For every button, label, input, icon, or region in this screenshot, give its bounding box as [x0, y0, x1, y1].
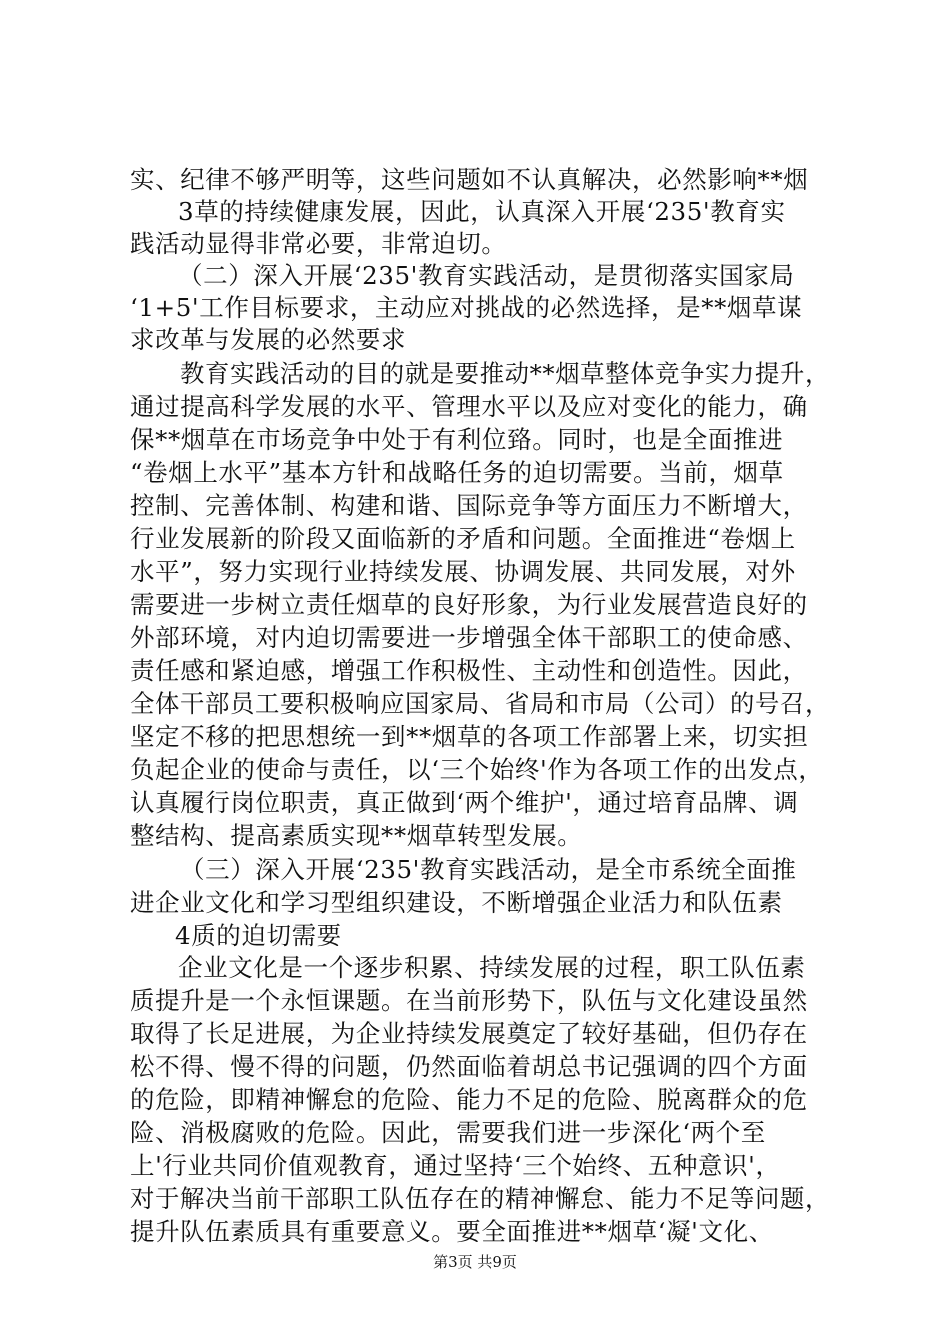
text-line: 责任感和紧迫感，增强工作积极性、主动性和创造性。因此，: [130, 656, 808, 685]
text-line: 企业文化是一个逐步积累、持续发展的过程，职工队伍素: [178, 953, 806, 982]
text-line: 的危险，即精神懈怠的危险、能力不足的危险、脱离群众的危: [130, 1085, 808, 1114]
text-line: 取得了长足进展，为企业持续发展奠定了较好基础，但仍存在: [130, 1019, 808, 1048]
text-line: 践活动显得非常必要，非常迫切。: [130, 229, 507, 258]
text-line: 松不得、慢不得的问题，仍然面临着胡总书记强调的四个方面: [130, 1052, 808, 1081]
text-line: （二）深入开展‘235'教育实践活动，是贯彻落实国家局: [178, 261, 795, 290]
text-line: （三）深入开展‘235'教育实践活动，是全市系统全面推: [180, 855, 797, 884]
text-line: 保**烟草在市场竞争中处于有利位臵。同时，也是全面推进: [130, 425, 784, 454]
text-line: 质提升是一个永恒课题。在当前形势下，队伍与文化建设虽然: [130, 986, 808, 1015]
text-line: ‘1+5'工作目标要求，主动应对挑战的必然选择，是**烟草谋: [130, 293, 803, 322]
text-line: 3草的持续健康发展，因此，认真深入开展‘235'教育实: [178, 197, 786, 226]
text-line: 通过提高科学发展的水平、管理水平以及应对变化的能力，确: [130, 392, 808, 421]
text-line: 整结构、提高素质实现**烟草转型发展。: [130, 821, 583, 850]
text-line: “卷烟上水平”基本方针和战略任务的迫切需要。当前，烟草: [130, 458, 784, 487]
text-line: 负起企业的使命与责任，以‘三个始终'作为各项工作的出发点，: [130, 755, 824, 784]
text-line: 4质的迫切需要: [175, 921, 342, 950]
text-line: 进企业文化和学习型组织建设，不断增强企业活力和队伍素: [130, 888, 783, 917]
text-line: 水平”，努力实现行业持续发展、协调发展、共同发展，对外: [130, 557, 796, 586]
page-number-footer: 第3页 共9页: [433, 1253, 517, 1271]
text-line: 坚定不移的把思想统一到**烟草的各项工作部署上来，切实担: [130, 722, 809, 751]
text-line: 上'行业共同价值观教育，通过坚持‘三个始终、五种意识'，: [130, 1151, 781, 1180]
text-line: 实、纪律不够严明等，这些问题如不认真解决，必然影响**烟: [130, 165, 809, 194]
text-line: 求改革与发展的必然要求: [130, 325, 407, 354]
text-line: 需要进一步树立责任烟草的良好形象，为行业发展营造良好的: [130, 590, 808, 619]
text-line: 对于解决当前干部职工队伍存在的精神懈怠、能力不足等问题，: [130, 1184, 830, 1213]
text-line: 提升队伍素质具有重要意义。要全面推进**烟草‘凝'文化、: [130, 1217, 774, 1246]
text-line: 行业发展新的阶段又面临新的矛盾和问题。全面推进“卷烟上: [130, 524, 796, 553]
text-line: 险、消极腐败的危险。因此，需要我们进一步深化‘两个至: [130, 1118, 766, 1147]
text-line: 全体干部员工要积极响应国家局、省局和市局（公司）的号召，: [130, 689, 830, 718]
text-line: 控制、完善体制、构建和谐、国际竞争等方面压力不断增大，: [130, 491, 808, 520]
text-line: 外部环境，对内迫切需要进一步增强全体干部职工的使命感、: [130, 623, 808, 652]
text-line: 教育实践活动的目的就是要推动**烟草整体竞争实力提升，: [180, 359, 830, 388]
text-line: 认真履行岗位职责，真正做到‘两个维护'，通过培育品牌、调: [130, 788, 799, 817]
